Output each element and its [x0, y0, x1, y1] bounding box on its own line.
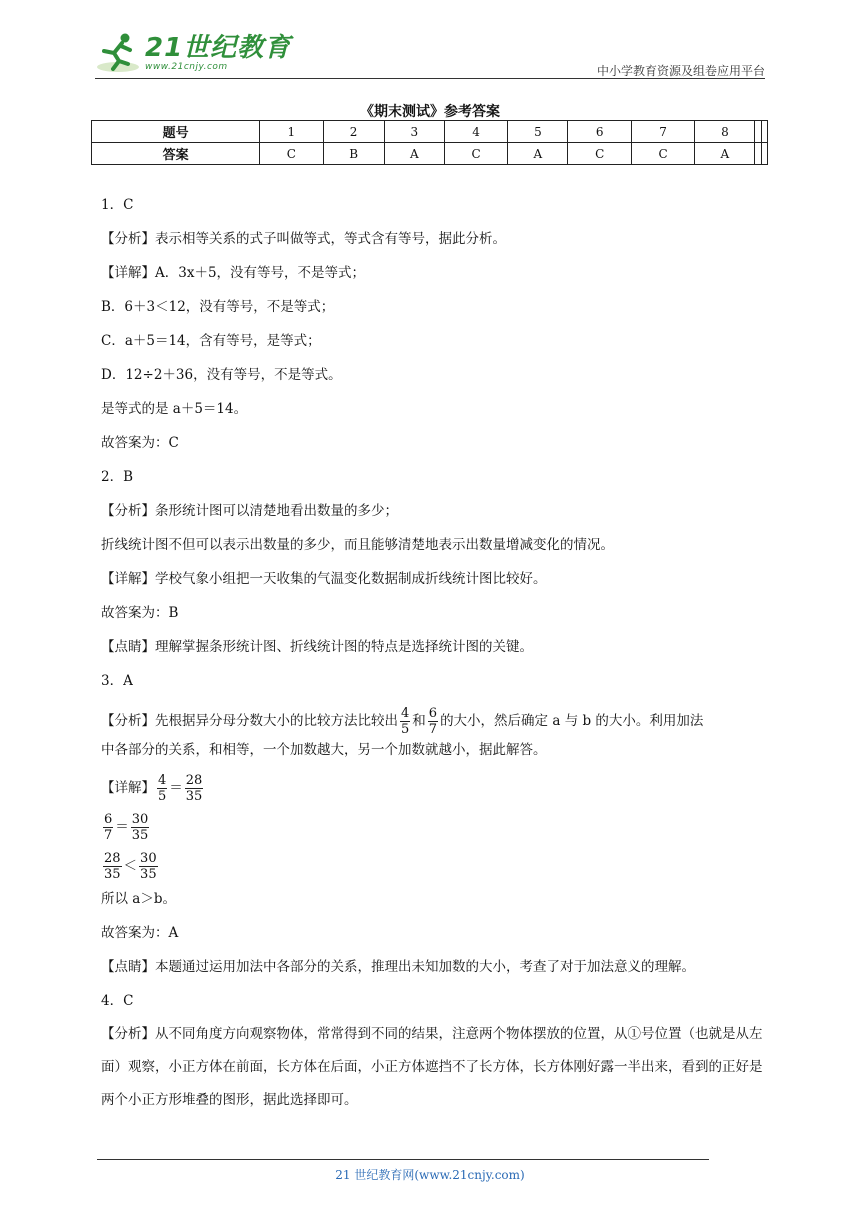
q3-comment: 【点睛】本题通过运用加法中各部分的关系，推理出未知加数的大小，考查了对于加法意义的理解。: [101, 959, 695, 975]
q1-head: 1．C: [101, 197, 134, 213]
q3-so: 所以 a＞b。: [101, 891, 176, 907]
table-cell: [761, 143, 767, 165]
platform-name: 中小学教育资源及组卷应用平台: [596, 64, 765, 78]
row-label: 答案: [92, 143, 260, 165]
footer-divider: [97, 1159, 709, 1160]
table-cell: C: [260, 143, 323, 165]
table-cell: C: [568, 143, 631, 165]
fraction: $\frac{28}{35}$: [185, 773, 203, 804]
q3-answer: 故答案为：A: [101, 925, 179, 941]
q3-eq-2: $\frac{6}{7}$ ＝ $\frac{30}{35}$: [104, 812, 149, 843]
fraction: $\frac{6}{7}$: [104, 812, 113, 843]
q2-analysis-1: 【分析】条形统计图可以清楚地看出数量的多少；: [101, 503, 398, 519]
table-cell: B: [323, 143, 384, 165]
table-cell: 2: [323, 121, 384, 143]
q1-analysis: 【分析】表示相等关系的式子叫做等式，等式含有等号，据此分析。: [101, 231, 506, 247]
fraction: $\frac{30}{35}$: [140, 851, 157, 882]
q1-option-c: C．a＋5＝14，含有等号，是等式；: [101, 333, 321, 349]
q1-answer: 故答案为：C: [101, 435, 179, 451]
q1-detail: 【详解】A．3x＋5，没有等号，不是等式；: [101, 265, 366, 281]
q2-comment: 【点睛】理解掌握条形统计图、折线统计图的特点是选择统计图的关键。: [101, 639, 533, 655]
table-cell: 6: [568, 121, 631, 143]
table-cell: A: [508, 143, 568, 165]
page-title: 《期末测试》参考答案: [360, 104, 500, 120]
page-header: [95, 28, 765, 80]
table-cell: A: [384, 143, 444, 165]
table-cell: C: [631, 143, 694, 165]
q3-analysis: [101, 706, 771, 763]
table-row: [92, 121, 768, 143]
q3-detail: 【详解】 $\frac{4}{5}$ ＝ $\frac{28}{35}$: [101, 773, 203, 804]
q3-analysis-c: 中各部分的关系，和相等，一个加数越大，另一个加数就越小，据此解答。: [101, 742, 547, 758]
fraction: $\frac{4}{5}$: [401, 706, 410, 737]
header-divider: [95, 78, 765, 79]
runner-logo-icon: [95, 31, 141, 75]
site-logo[interactable]: [95, 28, 291, 78]
q2-answer: 故答案为：B: [101, 605, 179, 621]
fraction: $\frac{6}{7}$: [428, 706, 438, 737]
table-cell: 1: [260, 121, 323, 143]
q2-head: 2．B: [101, 469, 134, 485]
table-cell: 4: [444, 121, 507, 143]
q1-conclusion: 是等式的是 a＋5＝14。: [101, 401, 248, 417]
q4-head: 4．C: [101, 993, 134, 1009]
table-cell: 7: [631, 121, 694, 143]
q3-analysis-b: 的大小，然后确定 a 与 b 的大小。利用加法: [440, 713, 704, 729]
fraction: $\frac{30}{35}$: [131, 812, 149, 843]
table-cell: 8: [695, 121, 755, 143]
answer-content: [101, 196, 771, 1133]
table-cell: C: [444, 143, 507, 165]
table-cell: [761, 121, 767, 143]
footer-link[interactable]: 21 世纪教育网(www.21cnjy.com): [335, 1168, 525, 1182]
row-label: 题号: [92, 121, 260, 143]
q2-analysis-2: 折线统计图不但可以表示出数量的多少，而且能够清楚地表示出数量增减变化的情况。: [101, 537, 614, 553]
q3-analysis-a: 【分析】先根据异分母分数大小的比较方法比较出: [101, 713, 398, 729]
table-cell: 5: [508, 121, 568, 143]
table-row: [92, 143, 768, 165]
q1-option-d: D．12÷2＋36，没有等号，不是等式。: [101, 367, 342, 383]
q3-eq-3: $\frac{28}{35}$ ＜ $\frac{30}{35}$: [104, 851, 157, 882]
logo-title: 21世纪教育: [145, 33, 292, 63]
q3-head: 3．A: [101, 673, 133, 689]
fraction: $\frac{4}{5}$: [158, 773, 167, 804]
q1-option-b: B．6＋3＜12，没有等号，不是等式；: [101, 299, 335, 315]
q3-and: 和: [412, 713, 426, 729]
logo-url: www.21cnjy.com: [145, 62, 228, 72]
table-cell: A: [695, 143, 755, 165]
answer-table: [91, 120, 768, 165]
table-cell: 3: [384, 121, 444, 143]
q2-detail: 【详解】学校气象小组把一天收集的气温变化数据制成折线统计图比较好。: [101, 571, 547, 587]
fraction: $\frac{28}{35}$: [104, 851, 121, 882]
q4-analysis: 【分析】从不同角度方向观察物体，常常得到不同的结果，注意两个物体摆放的位置，从①号位置（也就是从左面）观察，小正方体在前面，长方体在后面，小正方体遮挡不了长方体，长方体刚好露一半出来，看到的正好是两个小正方形堆叠的图形，据此选择即可。: [101, 1026, 763, 1108]
